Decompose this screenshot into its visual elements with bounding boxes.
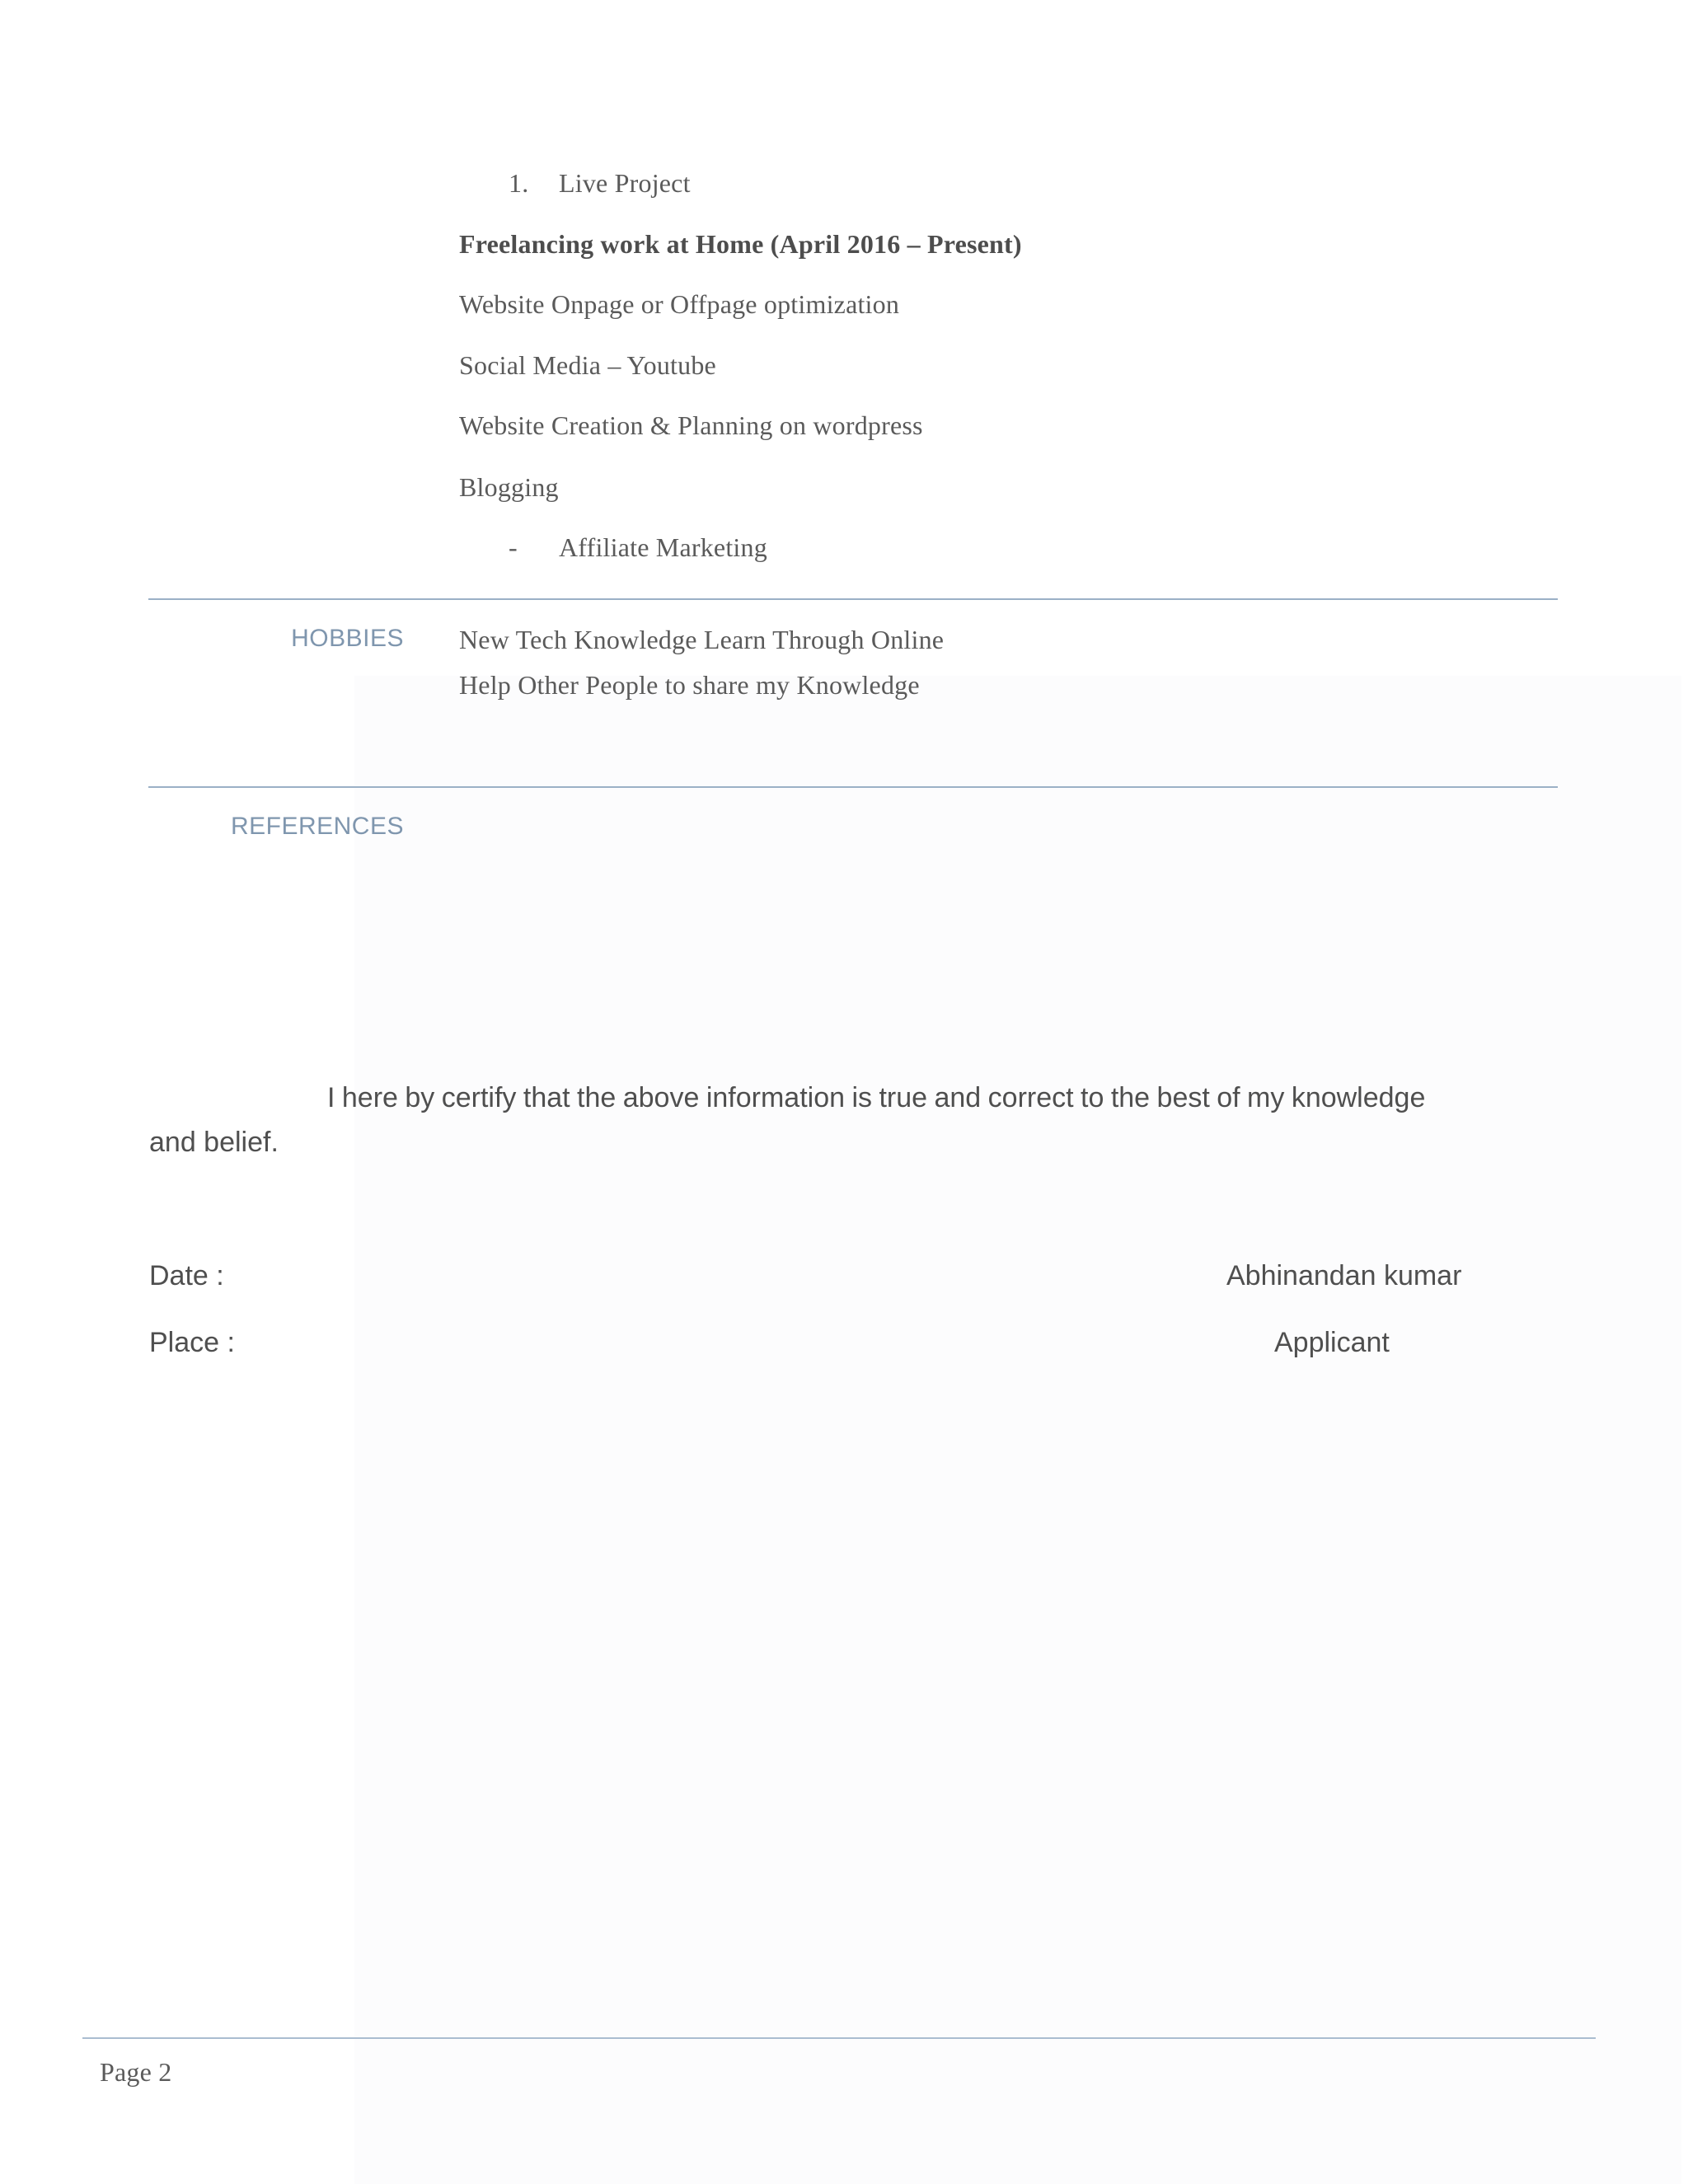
hobby-item: Help Other People to share my Knowledge <box>459 670 920 700</box>
hobby-item: New Tech Knowledge Learn Through Online <box>459 625 945 654</box>
declaration-line-1: I here by certify that the above information is true and correct to the best of my knowledge <box>327 1082 1426 1113</box>
place-label: Place : <box>149 1327 235 1358</box>
experience-line: Blogging <box>459 472 559 502</box>
page-number: Page 2 <box>100 2057 172 2087</box>
date-label: Date : <box>149 1260 224 1291</box>
hobbies-label: HOBBIES <box>291 625 404 652</box>
experience-line: Website Creation & Planning on wordpress <box>459 410 923 440</box>
applicant-name: Abhinandan kumar <box>1226 1260 1462 1291</box>
numbered-item-text: Live Project <box>559 168 691 198</box>
footer-divider <box>82 2037 1596 2039</box>
declaration-line-2: and belief. <box>149 1127 279 1158</box>
section-divider <box>148 598 1558 600</box>
section-divider <box>148 786 1558 788</box>
numbered-item-number: 1. <box>509 168 529 198</box>
experience-line: Social Media – Youtube <box>459 350 716 380</box>
job-title: Freelancing work at Home (April 2016 – Present) <box>459 229 1022 259</box>
applicant-role: Applicant <box>1274 1327 1390 1358</box>
bullet-marker: - <box>509 532 518 562</box>
references-label: REFERENCES <box>230 813 404 840</box>
bullet-item-text: Affiliate Marketing <box>559 532 767 562</box>
page-shade <box>354 676 1681 2184</box>
experience-line: Website Onpage or Offpage optimization <box>459 289 900 319</box>
